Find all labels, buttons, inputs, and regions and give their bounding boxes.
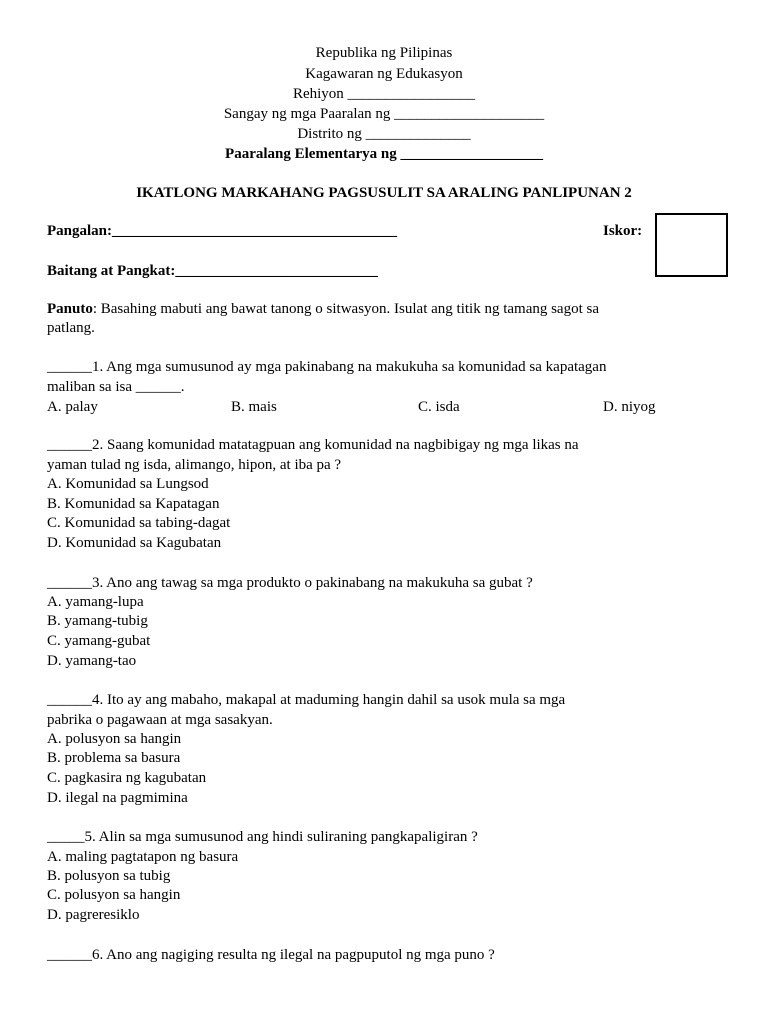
header-republic: Republika ng Pilipinas (315, 45, 453, 61)
directions-text-1: : Basahing mabuti ang bawat tanong o sitwasyon. Isulat ang titik ng tamang sagot sa (92, 301, 600, 317)
question-1-option-d: D. niyog (603, 399, 656, 415)
header-school: Paaralang Elementarya ng ___________________ (225, 146, 543, 162)
question-4-line-1: ______4. Ito ay ang mabaho, makapal at maduming hangin dahil sa usok mula sa mga (47, 692, 566, 708)
question-4-line-2: pabrika o pagawaan at mga sasakyan. (47, 712, 273, 728)
question-2-line-1: ______2. Saang komunidad matatagpuan ang komunidad na nagbibigay ng mga likas na (47, 437, 579, 453)
question-3-option-d: D. yamang-tao (47, 653, 137, 669)
question-2-option-c: C. Komunidad sa tabing-dagat (47, 515, 231, 531)
question-4-option-c: C. pagkasira ng kagubatan (47, 770, 207, 786)
directions-label: Panuto (47, 301, 93, 317)
question-1-option-c: C. isda (418, 399, 460, 415)
question-4-option-b: B. problema sa basura (47, 750, 181, 766)
question-4-option-d: D. ilegal na pagmimina (47, 790, 188, 806)
header-department: Kagawaran ng Edukasyon (305, 66, 463, 82)
score-label: Iskor: (603, 223, 643, 239)
question-1-line-2: maliban sa isa ______. (47, 379, 185, 395)
question-2-line-2: yaman tulad ng isda, alimango, hipon, at iba pa ? (47, 457, 342, 473)
grade-section-label: Baitang at Pangkat:___________________________ (47, 263, 378, 279)
question-2-option-b: B. Komunidad sa Kapatagan (47, 496, 220, 512)
score-box (655, 213, 728, 277)
question-5-line-1: _____5. Alin sa mga sumusunod ang hindi suliraning pangkapaligiran ? (47, 829, 478, 845)
question-5-option-d: D. pagreresiklo (47, 907, 140, 923)
question-4-option-a: A. polusyon sa hangin (47, 731, 182, 747)
directions-line-2: patlang. (47, 320, 95, 336)
question-2-option-d: D. Komunidad sa Kagubatan (47, 535, 222, 551)
question-3-option-b: B. yamang-tubig (47, 613, 148, 629)
name-field-label: Pangalan:______________________________________ (47, 223, 398, 239)
question-1-line-1: ______1. Ang mga sumusunod ay mga pakinabang na makukuha sa komunidad sa kapatagan (47, 359, 607, 375)
question-5-option-c: C. polusyon sa hangin (47, 887, 181, 903)
header-district: Distrito ng ______________ (297, 126, 471, 142)
question-1-option-a: A. palay (47, 399, 98, 415)
question-3-line-1: ______3. Ano ang tawag sa mga produkto o pakinabang na makukuha sa gubat ? (47, 575, 533, 591)
question-5-option-b: B. polusyon sa tubig (47, 868, 171, 884)
directions-line-1 (47, 300, 599, 319)
question-3-option-a: A. yamang-lupa (47, 594, 144, 610)
header-division: Sangay ng mga Paaralan ng ____________________ (223, 106, 545, 122)
header-region: Rehiyon _________________ (292, 86, 476, 102)
question-1-option-b: B. mais (231, 399, 277, 415)
question-3-option-c: C. yamang-gubat (47, 633, 151, 649)
question-5-option-a: A. maling pagtatapon ng basura (47, 849, 239, 865)
question-6-line-1: ______6. Ano ang nagiging resulta ng ilegal na pagpuputol ng mga puno ? (47, 947, 495, 963)
question-2-option-a: A. Komunidad sa Lungsod (47, 476, 209, 492)
exam-title: IKATLONG MARKAHANG PAGSUSULIT SA ARALING PANLIPUNAN 2 (136, 185, 632, 201)
